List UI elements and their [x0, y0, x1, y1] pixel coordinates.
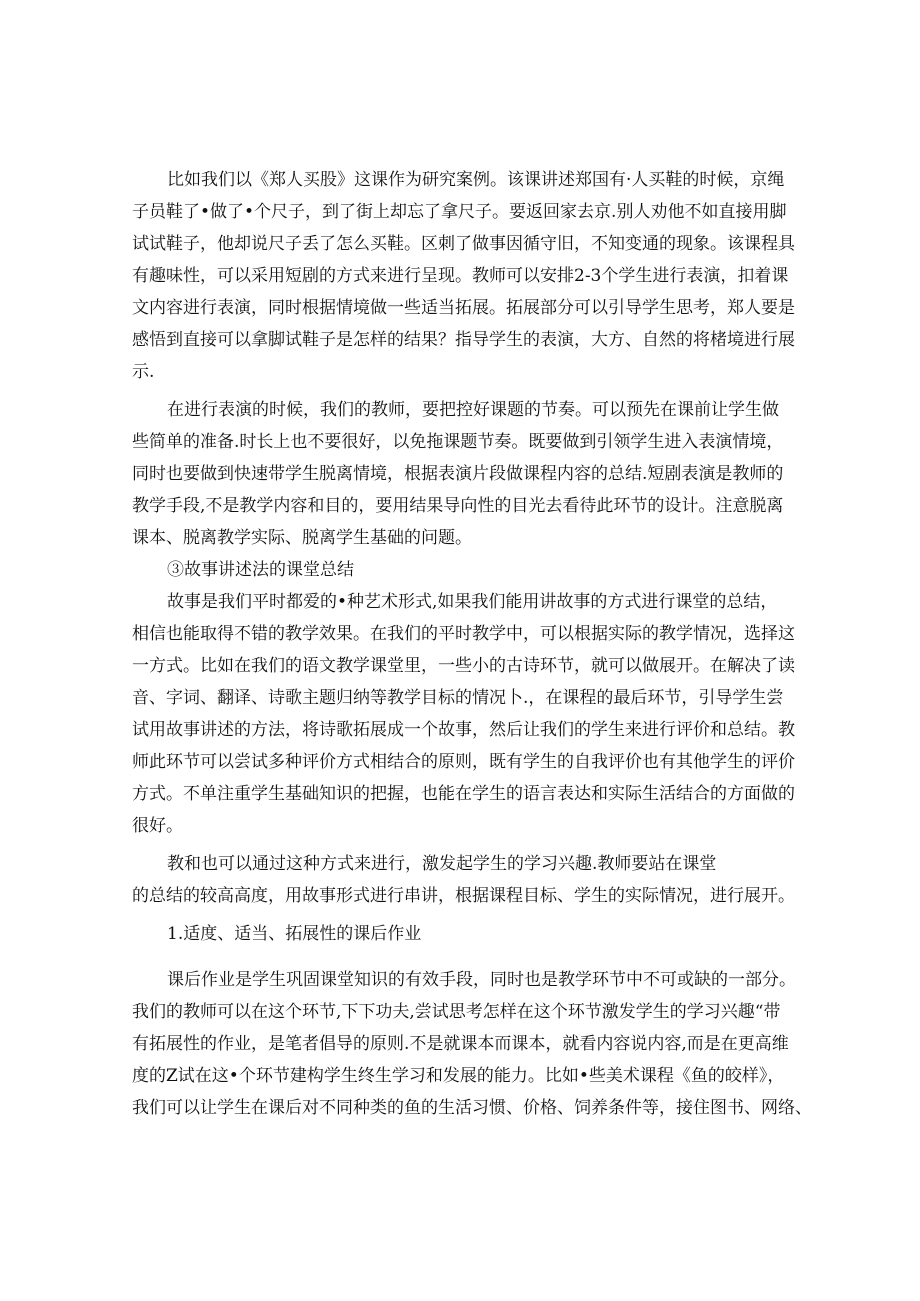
text-line: 很好。 [132, 816, 183, 836]
text-line: 子员鞋了•做了•个尺子，到了街上却忘了拿尺子。要返回家去京.别人劝他不如直接用脚 [132, 202, 787, 222]
text-line: 比如我们以《郑人买股》这课作为研究案例。该课讲述郑国有·人买鞋的时候，京绳 [167, 170, 785, 190]
paragraph-4 [132, 848, 795, 912]
paragraph-1 [132, 164, 795, 388]
text-line: 试用故事讲述的方法，将诗歌拓展成一个故事，然后让我们的学生来进行评价和总结。教 [132, 720, 795, 740]
text-line: 相信也能取得不错的教学效果。在我们的平时教学中，可以根据实际的教学情况，选择这 [132, 624, 795, 644]
text-line: 音、字词、翻译、诗歌主题归纳等教学目标的情况卜.，在课程的最后环节，引导学生尝 [132, 688, 784, 708]
text-line: 试试鞋子，他却说尺子丢了怎么买鞋。区刺了做事因循守旧，不知变通的现象。该课程具 [132, 234, 795, 254]
text-line: 师此环节可以尝试多种评价方式相结合的原则，既有学生的自我评价也有其他学生的评价 [132, 752, 795, 772]
text-line: 在进行表演的时候，我们的教师，要把控好课题的节奏。可以预先在课前让学生做 [167, 400, 779, 420]
text-line: 些简单的准备.时长上也不要很好，以免拖课题节奏。既要做到引领学生进入表演情境， [132, 432, 784, 452]
text-line: 度的Z试在这•个环节建构学生终生学习和发展的能力。比如•些美术课程《鱼的皎样》， [132, 1066, 785, 1086]
text-line: 有拓展性的作业，是笔者倡导的原则.不是就课本而课本，就看内容说内容,而是在更高维 [132, 1034, 789, 1054]
paragraph-5 [132, 964, 812, 1124]
section-heading-homework: 1.适度、适当、拓展性的课后作业 [167, 924, 422, 944]
text-line: 有趣味性，可以采用短剧的方式来进行呈现。教师可以安排2-3个学生进行表演，扣着课 [132, 266, 789, 286]
text-line: 教学手段,不是教学内容和目的，要用结果导向性的目光去看待此环节的设计。注意脱离 [132, 496, 784, 516]
text-line: 我们可以让学生在课后对不同种类的鱼的生活习惯、价格、饲养条件等，接住图书、网络、 [132, 1098, 812, 1118]
text-line: 同时也要做到快速带学生脱离情境，根据表演片段做课程内容的总结.短剧表演是教师的 [132, 464, 784, 484]
text-line: 文内容进行表演，同时根据情境做一些适当拓展。拓展部分可以引导学生思考，郑人要是 [132, 298, 795, 318]
document-page [132, 164, 812, 1124]
text-line: 教和也可以通过这种方式来进行，激发起学生的学习兴趣.教师要站在课堂 [167, 854, 717, 874]
text-line: 方式。不单注重学生基础知识的把握，也能在学生的语言表达和实际生活结合的方面做的 [132, 784, 795, 804]
section-heading-story-summary: ③故事讲述法的课堂总结 [167, 560, 354, 580]
text-line: 一方式。比如在我们的语文教学课堂里，一些小的古诗环节，就可以做展开。在解决了读 [132, 656, 795, 676]
text-line: 感悟到直接可以拿脚试鞋子是怎样的结果？指导学生的表演，大方、自然的将楮境进行展 [132, 330, 795, 350]
text-line: 我们的教师可以在这个环节,下下功夫,尝试思考怎样在这个环节激发学生的学习兴趣“带 [132, 1002, 781, 1022]
paragraph-3 [132, 586, 795, 842]
text-line: 的总结的较高高度，用故事形式进行串讲，根据课程目标、学生的实际情况，进行展开。 [132, 886, 795, 906]
text-line: 课后作业是学生巩固课堂知识的有效手段，同时也是教学环节中不可或缺的一部分。 [167, 970, 796, 990]
text-line: 故事是我们平时都爱的•种艺术形式,如果我们能用讲故事的方式进行课堂的总结， [167, 592, 778, 612]
text-line: 示. [132, 362, 155, 382]
text-line: 课本、脱离教学实际、脱离学生基础的问题。 [132, 528, 472, 548]
paragraph-2 [132, 394, 792, 554]
